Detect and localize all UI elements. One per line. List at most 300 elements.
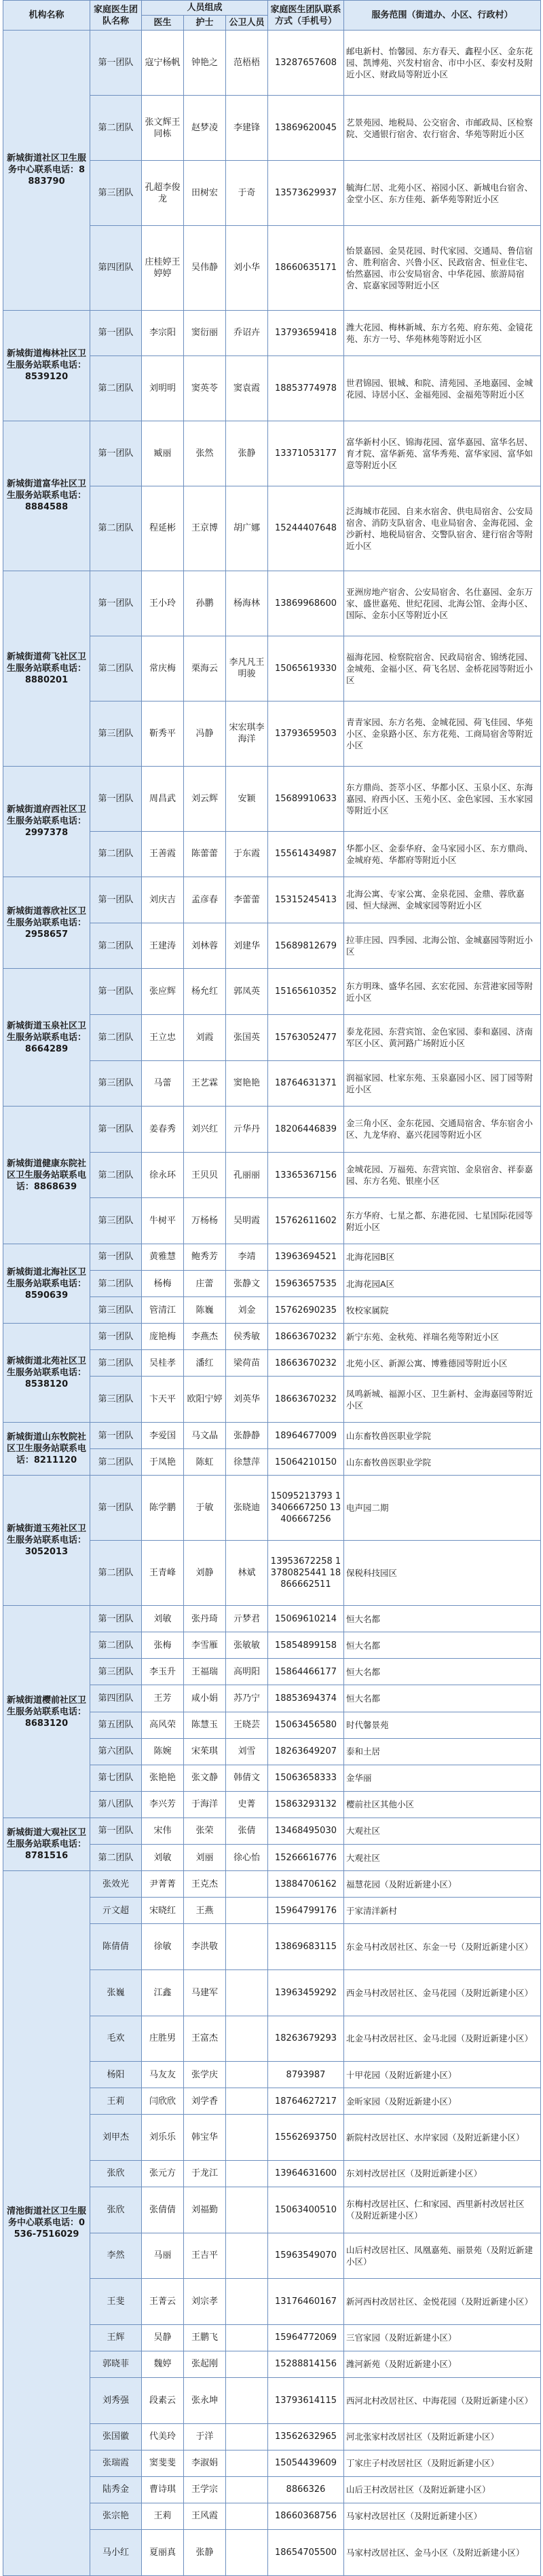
public-health-cell: 张敏敏 bbox=[226, 1632, 268, 1659]
public-health-cell: 张倩 bbox=[226, 1818, 268, 1844]
service-area-cell: 马家村改居社区（及附近新建小区） bbox=[344, 2503, 541, 2529]
service-area-cell: 福海花园、检察院宿舍、民政局宿舍、锦绣花园、金城苑、金福小区、荷飞名居、金桥花园等附近小区 bbox=[344, 636, 541, 701]
public-health-cell: 高明阳 bbox=[226, 1659, 268, 1685]
nurse-cell: 孙鹏 bbox=[184, 571, 226, 636]
table-row bbox=[3, 1818, 541, 1844]
table-row bbox=[3, 1423, 541, 1449]
public-health-cell bbox=[226, 2115, 268, 2161]
org-name-cell: 清池街道社区卫生服务中心联系电话：0536-7516029 bbox=[3, 1871, 90, 2575]
doctor-cell: 宋晓红 bbox=[142, 1898, 184, 1924]
phone-cell: 13793659503 bbox=[268, 701, 344, 766]
header-public-health: 公卫人员 bbox=[226, 16, 268, 31]
phone-cell: 13869968600 bbox=[268, 571, 344, 636]
doctor-cell: 寇宁杨帆 bbox=[142, 31, 184, 96]
nurse-cell: 刘静 bbox=[184, 1541, 226, 1606]
phone-cell: 15963657535 bbox=[268, 1271, 344, 1297]
public-health-cell bbox=[226, 2351, 268, 2377]
team-name-cell: 第一团队 bbox=[90, 766, 142, 831]
org-name-cell: 新城街道荷飞社区卫生服务站联系电话：8880201 bbox=[3, 571, 90, 766]
team-name-cell: 第二团队 bbox=[90, 1014, 142, 1060]
org-name-cell: 新城街道樱前社区卫生服务站联系电话：8683120 bbox=[3, 1606, 90, 1818]
nurse-cell: 马建军 bbox=[184, 1969, 226, 2016]
nurse-cell: 刘林蓉 bbox=[184, 923, 226, 969]
service-area-cell: 于家清洋新村 bbox=[344, 1898, 541, 1924]
service-area-cell: 山东畜牧兽医职业学院 bbox=[344, 1449, 541, 1476]
service-area-cell: 艺景苑园、地税局、公交宿舍、市邮政局、区检察院、交通银行宿舍、农行宿舍、华苑等附近小区 bbox=[344, 96, 541, 161]
doctor-cell: 夏丽真 bbox=[142, 2529, 184, 2575]
team-name-cell: 第二团队 bbox=[90, 356, 142, 421]
nurse-cell: 张永坤 bbox=[184, 2377, 226, 2423]
org-name-cell: 新城街道玉泉社区卫生服务站联系电话：8664289 bbox=[3, 969, 90, 1107]
team-name-cell: 第二团队 bbox=[90, 1845, 142, 1871]
nurse-cell: 万杨杨 bbox=[184, 1198, 226, 1244]
public-health-cell bbox=[226, 2423, 268, 2450]
service-area-cell: 十甲花园（及附近新建小区） bbox=[344, 2062, 541, 2088]
service-area-cell: 山后王村改居社区（及附近新建小区） bbox=[344, 2476, 541, 2503]
team-name-cell: 第一团队 bbox=[90, 1244, 142, 1270]
nurse-cell: 吴伟静 bbox=[184, 226, 226, 311]
doctor-cell: 黄雅慧 bbox=[142, 1244, 184, 1270]
service-area-cell: 东刘村改居社区（及附近新建小区） bbox=[344, 2160, 541, 2187]
public-health-cell bbox=[226, 2450, 268, 2476]
team-name-cell: 第一团队 bbox=[90, 1423, 142, 1449]
service-area-cell: 北海花园A区 bbox=[344, 1271, 541, 1297]
team-name-cell: 杨阳 bbox=[90, 2062, 142, 2088]
org-name-cell: 新城街道玉苑社区卫生服务站联系电话：3052013 bbox=[3, 1476, 90, 1606]
public-health-cell bbox=[226, 2160, 268, 2187]
nurse-cell: 刘学香 bbox=[184, 2088, 226, 2115]
org-name-cell: 新城街道北苑社区卫生服务站联系电话：8538120 bbox=[3, 1324, 90, 1423]
public-health-cell: 韩倩文 bbox=[226, 1765, 268, 1791]
nurse-cell: 王风霞 bbox=[184, 2503, 226, 2529]
nurse-cell: 张学庆 bbox=[184, 2062, 226, 2088]
service-area-cell: 泛海城市花园、自来水宿舍、供电局宿舍、公安局宿舍、消防支队宿舍、电业局宿舍、金海花园、金沙新村、地税局宿舍、交警队宿舍、建行宿舍等附近小区 bbox=[344, 486, 541, 571]
nurse-cell: 栗海云 bbox=[184, 636, 226, 701]
public-health-cell: 乔诏卉 bbox=[226, 310, 268, 356]
header-phone: 家庭医生团队联系方式（手机号） bbox=[268, 1, 344, 31]
public-health-cell: 张晓迪 bbox=[226, 1476, 268, 1541]
service-area-cell: 北苑小区、新源公寓、博雅德园等附近小区 bbox=[344, 1350, 541, 1377]
service-area-cell: 樱前社区其他小区 bbox=[344, 1791, 541, 1818]
team-name-cell: 第一团队 bbox=[90, 31, 142, 96]
public-health-cell: 史菁 bbox=[226, 1791, 268, 1818]
phone-cell: 15244407648 bbox=[268, 486, 344, 571]
service-area-cell: 保税科技园区 bbox=[344, 1541, 541, 1606]
public-health-cell bbox=[226, 1898, 268, 1924]
nurse-cell: 王富杰 bbox=[184, 2016, 226, 2062]
nurse-cell: 于龙江 bbox=[184, 2160, 226, 2187]
phone-cell: 15069610214 bbox=[268, 1606, 344, 1632]
service-area-cell: 恒大名都 bbox=[344, 1659, 541, 1685]
team-name-cell: 亓文超 bbox=[90, 1898, 142, 1924]
phone-cell: 15854899158 bbox=[268, 1632, 344, 1659]
team-name-cell: 第三团队 bbox=[90, 1060, 142, 1107]
nurse-cell: 王学宗 bbox=[184, 2476, 226, 2503]
phone-cell: 15964799176 bbox=[268, 1898, 344, 1924]
phone-cell: 18660635171 bbox=[268, 226, 344, 311]
team-name-cell: 王莉 bbox=[90, 2088, 142, 2115]
phone-cell: 13869683115 bbox=[268, 1924, 344, 1970]
doctor-cell: 王芳 bbox=[142, 1685, 184, 1712]
phone-cell: 15562693750 bbox=[268, 2115, 344, 2161]
doctor-cell: 牛树平 bbox=[142, 1198, 184, 1244]
service-area-cell: 青青家园、东方名苑、金城花园、荷飞佳园、华苑小区、金泉路小区、东方花苑、工商局宿舍等附近小区 bbox=[344, 701, 541, 766]
public-health-cell: 孔丽丽 bbox=[226, 1152, 268, 1198]
service-area-cell: 东方明珠、盛华名园、玄宏花园、东营港家园等附近小区 bbox=[344, 969, 541, 1015]
phone-cell: 13562632965 bbox=[268, 2423, 344, 2450]
public-health-cell: 窦袁霞 bbox=[226, 356, 268, 421]
table-row bbox=[3, 1107, 541, 1153]
doctor-cell: 王善霞 bbox=[142, 831, 184, 877]
doctor-cell: 江鑫 bbox=[142, 1969, 184, 2016]
header-service: 服务范围（街道办、小区、行政村） bbox=[344, 1, 541, 31]
nurse-cell: 刘兴红 bbox=[184, 1107, 226, 1153]
phone-cell: 8793987 bbox=[268, 2062, 344, 2088]
phone-cell: 15288814156 bbox=[268, 2351, 344, 2377]
nurse-cell: 李雪雁 bbox=[184, 1632, 226, 1659]
doctor-cell: 陈婉 bbox=[142, 1738, 184, 1765]
service-area-cell: 西金马村改居社区、金马花园（及附近新建小区） bbox=[344, 1969, 541, 2016]
phone-cell: 15864466177 bbox=[268, 1659, 344, 1685]
doctor-cell: 徐永环 bbox=[142, 1152, 184, 1198]
public-health-cell bbox=[226, 1969, 268, 2016]
org-name-cell: 新城街道梅林社区卫生服务站联系电话：8539120 bbox=[3, 310, 90, 421]
table-row bbox=[3, 1476, 541, 1541]
table-row bbox=[3, 1871, 541, 1898]
team-name-cell: 张欣 bbox=[90, 2160, 142, 2187]
public-health-cell: 刘雪 bbox=[226, 1738, 268, 1765]
phone-cell: 15963549070 bbox=[268, 2233, 344, 2279]
table-row bbox=[3, 421, 541, 486]
service-area-cell: 三官家园（及附近新建小区） bbox=[344, 2324, 541, 2351]
phone-cell: 15065619330 bbox=[268, 636, 344, 701]
team-name-cell: 第二团队 bbox=[90, 1541, 142, 1606]
service-area-cell: 东金马村改居社区、东金一号（及附近新建小区） bbox=[344, 1924, 541, 1970]
service-area-cell: 电声园二期 bbox=[344, 1476, 541, 1541]
phone-cell: 13176460167 bbox=[268, 2279, 344, 2325]
doctor-cell: 刘明明 bbox=[142, 356, 184, 421]
public-health-cell bbox=[226, 1871, 268, 1898]
public-health-cell: 苏乃宁 bbox=[226, 1685, 268, 1712]
doctor-cell: 王菁云 bbox=[142, 2279, 184, 2325]
nurse-cell: 李燕杰 bbox=[184, 1324, 226, 1350]
nurse-cell: 刘霞 bbox=[184, 1014, 226, 1060]
service-area-cell: 新河西村改居社区、金悦花园（及附近新建小区） bbox=[344, 2279, 541, 2325]
phone-cell: 15561434987 bbox=[268, 831, 344, 877]
team-name-cell: 第一团队 bbox=[90, 969, 142, 1015]
service-area-cell: 金昕家园（及附近新建小区） bbox=[344, 2088, 541, 2115]
service-area-cell: 凤鸣新城、福源小区、卫生新村、金海嘉园等附近小区 bbox=[344, 1377, 541, 1423]
nurse-cell: 王艺霖 bbox=[184, 1060, 226, 1107]
public-health-cell: 刘建华 bbox=[226, 923, 268, 969]
phone-cell: 18654705500 bbox=[268, 2529, 344, 2575]
service-area-cell: 泰和土居 bbox=[344, 1738, 541, 1765]
table-row bbox=[3, 1244, 541, 1270]
service-area-cell: 北海花园B区 bbox=[344, 1244, 541, 1270]
header-doctor: 医生 bbox=[142, 16, 184, 31]
nurse-cell: 潘红 bbox=[184, 1350, 226, 1377]
doctor-cell: 杨梅 bbox=[142, 1271, 184, 1297]
phone-cell: 13287657608 bbox=[268, 31, 344, 96]
public-health-cell bbox=[226, 2062, 268, 2088]
doctor-cell: 卞天平 bbox=[142, 1377, 184, 1423]
team-name-cell: 王斐 bbox=[90, 2279, 142, 2325]
nurse-cell: 张然 bbox=[184, 421, 226, 486]
public-health-cell bbox=[226, 2187, 268, 2233]
service-area-cell: 西河北村改居社区、中海花园（及附近新建小区） bbox=[344, 2377, 541, 2423]
nurse-cell: 刘宗孝 bbox=[184, 2279, 226, 2325]
public-health-cell: 李靖 bbox=[226, 1244, 268, 1270]
public-health-cell: 徐心怡 bbox=[226, 1845, 268, 1871]
service-area-cell: 北海公寓、专家公寓、金泉花园、金鼎、蓉欣嘉园、恒大绿洲、金城家园等附近小区 bbox=[344, 877, 541, 923]
service-area-cell: 拉菲庄园、四季园、北海公馆、金城嘉园等附近小区 bbox=[344, 923, 541, 969]
doctor-cell: 魏婷 bbox=[142, 2351, 184, 2377]
team-name-cell: 第八团队 bbox=[90, 1791, 142, 1818]
nurse-cell: 王京博 bbox=[184, 486, 226, 571]
doctor-cell: 徐敏 bbox=[142, 1924, 184, 1970]
nurse-cell: 张起刚 bbox=[184, 2351, 226, 2377]
doctor-cell: 李宗阳 bbox=[142, 310, 184, 356]
team-name-cell: 郭晓菲 bbox=[90, 2351, 142, 2377]
family-doctor-team-table bbox=[3, 0, 541, 2576]
public-health-cell: 刘金 bbox=[226, 1297, 268, 1324]
service-area-cell: 亚洲房地产宿舍、公安局宿舍、名仕嘉园、金东万家、盛世嘉苑、世纪花园、北海公馆、金海小区、国际、金东小区等附近小区 bbox=[344, 571, 541, 636]
phone-cell: 15063456580 bbox=[268, 1712, 344, 1738]
nurse-cell: 王克杰 bbox=[184, 1871, 226, 1898]
service-area-cell: 恒大名都 bbox=[344, 1632, 541, 1659]
public-health-cell: 刘小华 bbox=[226, 226, 268, 311]
public-health-cell: 刘英华 bbox=[226, 1377, 268, 1423]
table-row bbox=[3, 969, 541, 1015]
service-area-cell: 世君锦园、银城、和院、清苑园、圣地嘉园、金城花园、诗居小区、金福苑园、金福苑等附近小区 bbox=[344, 356, 541, 421]
doctor-cell: 管清江 bbox=[142, 1297, 184, 1324]
header-members: 人员组成 bbox=[142, 1, 268, 16]
header-team: 家庭医生团队名称 bbox=[90, 1, 142, 31]
doctor-cell: 于凤艳 bbox=[142, 1449, 184, 1476]
public-health-cell: 张静 bbox=[226, 421, 268, 486]
public-health-cell: 郭凤英 bbox=[226, 969, 268, 1015]
service-area-cell: 新院村改居社区、水岸家园（及附近新建小区） bbox=[344, 2115, 541, 2161]
nurse-cell: 于洋 bbox=[184, 2423, 226, 2450]
nurse-cell: 王福瑞 bbox=[184, 1659, 226, 1685]
service-area-cell: 河北张家村改居社区（及附近新建小区） bbox=[344, 2423, 541, 2450]
public-health-cell: 杨海林 bbox=[226, 571, 268, 636]
phone-cell: 15762690235 bbox=[268, 1297, 344, 1324]
public-health-cell bbox=[226, 2016, 268, 2062]
doctor-cell: 刘敏 bbox=[142, 1606, 184, 1632]
team-name-cell: 刘甲杰 bbox=[90, 2115, 142, 2161]
team-name-cell: 张欣 bbox=[90, 2187, 142, 2233]
team-name-cell: 第一团队 bbox=[90, 1606, 142, 1632]
team-name-cell: 第一团队 bbox=[90, 1476, 142, 1541]
nurse-cell: 钟艳之 bbox=[184, 31, 226, 96]
org-name-cell: 新城街道北海社区卫生服务站联系电话：8590639 bbox=[3, 1244, 90, 1323]
public-health-cell: 张静文 bbox=[226, 1271, 268, 1297]
doctor-cell: 庄胜男 bbox=[142, 2016, 184, 2062]
phone-cell: 18263679293 bbox=[268, 2016, 344, 2062]
service-area-cell: 山后村改居社区、凤凰嘉苑、丽景苑（及附近新建小区） bbox=[344, 2233, 541, 2279]
team-name-cell: 马小红 bbox=[90, 2529, 142, 2575]
nurse-cell: 赵梦凌 bbox=[184, 96, 226, 161]
team-name-cell: 第四团队 bbox=[90, 1685, 142, 1712]
public-health-cell bbox=[226, 1924, 268, 1970]
public-health-cell: 张静静 bbox=[226, 1423, 268, 1449]
team-name-cell: 张宗艳 bbox=[90, 2503, 142, 2529]
public-health-cell: 徐慧萍 bbox=[226, 1449, 268, 1476]
team-name-cell: 陆秀金 bbox=[90, 2476, 142, 2503]
team-name-cell: 第七团队 bbox=[90, 1765, 142, 1791]
team-name-cell: 第二团队 bbox=[90, 1152, 142, 1198]
nurse-cell: 欧阳宁婷 bbox=[184, 1377, 226, 1423]
phone-cell: 15863293132 bbox=[268, 1791, 344, 1818]
public-health-cell bbox=[226, 2377, 268, 2423]
service-area-cell: 富华新村小区、锦海花园、富华嘉园、富华名居、育才院、富华新苑、富华秀苑、富华家园、富华如意等附近小区 bbox=[344, 421, 541, 486]
doctor-cell: 马蕾 bbox=[142, 1060, 184, 1107]
doctor-cell: 刘敏 bbox=[142, 1845, 184, 1871]
team-name-cell: 第三团队 bbox=[90, 1377, 142, 1423]
doctor-cell: 张应辉 bbox=[142, 969, 184, 1015]
team-name-cell: 第一团队 bbox=[90, 310, 142, 356]
nurse-cell: 陈蕾蕾 bbox=[184, 831, 226, 877]
nurse-cell: 窦衍丽 bbox=[184, 310, 226, 356]
nurse-cell: 张丹琦 bbox=[184, 1606, 226, 1632]
nurse-cell: 王吉平 bbox=[184, 2233, 226, 2279]
service-area-cell: 大观社区 bbox=[344, 1818, 541, 1844]
phone-cell: 15689910633 bbox=[268, 766, 344, 831]
phone-cell: 13371053177 bbox=[268, 421, 344, 486]
service-area-cell: 华都小区、金泰华府、金马家园小区、东方鼎尚、金城府苑、华都府等附近小区 bbox=[344, 831, 541, 877]
nurse-cell: 张荣 bbox=[184, 1818, 226, 1844]
public-health-cell: 李凡凡王明骏 bbox=[226, 636, 268, 701]
phone-cell: 15063400510 bbox=[268, 2187, 344, 2233]
doctor-cell: 孔超李俊龙 bbox=[142, 161, 184, 226]
team-name-cell: 第四团队 bbox=[90, 226, 142, 311]
doctor-cell: 王建涛 bbox=[142, 923, 184, 969]
service-area-cell: 恒大名都 bbox=[344, 1685, 541, 1712]
service-area-cell: 牧校家属院 bbox=[344, 1297, 541, 1324]
nurse-cell: 杨允红 bbox=[184, 969, 226, 1015]
team-name-cell: 张国徽 bbox=[90, 2423, 142, 2450]
org-name-cell: 新城街道府西社区卫生服务站联系电话：2997378 bbox=[3, 766, 90, 877]
team-name-cell: 第一团队 bbox=[90, 1107, 142, 1153]
phone-cell: 15095213793 13406667250 13406667256 bbox=[268, 1476, 344, 1541]
nurse-cell: 王贝贝 bbox=[184, 1152, 226, 1198]
team-name-cell: 第二团队 bbox=[90, 1449, 142, 1476]
table-row bbox=[3, 1606, 541, 1632]
public-health-cell: 胡广娜 bbox=[226, 486, 268, 571]
phone-cell: 13964631600 bbox=[268, 2160, 344, 2187]
public-health-cell: 范梧梧 bbox=[226, 31, 268, 96]
doctor-cell: 尹菁菁 bbox=[142, 1871, 184, 1898]
doctor-cell: 王立忠 bbox=[142, 1014, 184, 1060]
table-row bbox=[3, 31, 541, 96]
phone-cell: 13793659418 bbox=[268, 310, 344, 356]
service-area-cell: 毓海仁居、北苑小区、裕园小区、新城电台宿舍、金堂小区、东方佳苑、新华苑等附近小区 bbox=[344, 161, 541, 226]
team-name-cell: 第三团队 bbox=[90, 161, 142, 226]
doctor-cell: 曹诗琪 bbox=[142, 2476, 184, 2503]
team-name-cell: 第三团队 bbox=[90, 701, 142, 766]
service-area-cell: 泰龙花园、东营宾馆、金色家园、泰和嘉园、济南军区小区、黄河路广场附近小区 bbox=[344, 1014, 541, 1060]
phone-cell: 15064210150 bbox=[268, 1449, 344, 1476]
doctor-cell: 张梅 bbox=[142, 1632, 184, 1659]
public-health-cell: 林斌 bbox=[226, 1541, 268, 1606]
doctor-cell: 张艳艳 bbox=[142, 1765, 184, 1791]
service-area-cell: 金三角小区、金东花园、交通局宿舍、华东宿舍小区、九龙华府、嘉兴花园等附近小区 bbox=[344, 1107, 541, 1153]
team-name-cell: 第二团队 bbox=[90, 1271, 142, 1297]
public-health-cell: 吴明霞 bbox=[226, 1198, 268, 1244]
service-area-cell: 时代馨景苑 bbox=[344, 1712, 541, 1738]
doctor-cell: 王莉 bbox=[142, 2503, 184, 2529]
nurse-cell: 刘福勤 bbox=[184, 2187, 226, 2233]
doctor-cell: 常庆梅 bbox=[142, 636, 184, 701]
phone-cell: 18206446839 bbox=[268, 1107, 344, 1153]
service-area-cell: 北金马村改居社区、金马北园（及附近新建小区） bbox=[344, 2016, 541, 2062]
phone-cell: 18964677009 bbox=[268, 1423, 344, 1449]
header-nurse: 护士 bbox=[184, 16, 226, 31]
public-health-cell bbox=[226, 2476, 268, 2503]
public-health-cell: 宋宏琪李海洋 bbox=[226, 701, 268, 766]
nurse-cell: 庄蕾 bbox=[184, 1271, 226, 1297]
org-name-cell: 新城街道富华社区卫生服务站联系电话：8884588 bbox=[3, 421, 90, 571]
public-health-cell bbox=[226, 2503, 268, 2529]
service-area-cell: 马家村改居社区、金马小区（及附近新建小区） bbox=[344, 2529, 541, 2575]
phone-cell: 13869620045 bbox=[268, 96, 344, 161]
doctor-cell: 李爱国 bbox=[142, 1423, 184, 1449]
service-area-cell: 怡景嘉园、金昊花园、时代家园、交通局、鲁信宿舍、胜利宿舍、兴鲁小区、民政宿舍、恒业住宅、怡然嘉园、市公安局宿舍、中华花园、旅游局宿舍、宸嘉家园等附近小区 bbox=[344, 226, 541, 311]
doctor-cell: 李兴芳 bbox=[142, 1791, 184, 1818]
service-area-cell: 东方鼎尚、荟萃小区、华都小区、玉泉小区、东海嘉园、府西小区、玉苑小区、金色家园、玉水家园等附近小区 bbox=[344, 766, 541, 831]
team-name-cell: 第二团队 bbox=[90, 1350, 142, 1377]
doctor-cell: 马友友 bbox=[142, 2062, 184, 2088]
phone-cell: 15063658333 bbox=[268, 1765, 344, 1791]
team-name-cell: 第二团队 bbox=[90, 486, 142, 571]
org-name-cell: 新城街道大观社区卫生服务站联系电话：8781516 bbox=[3, 1818, 90, 1870]
doctor-cell: 周昌武 bbox=[142, 766, 184, 831]
public-health-cell: 亓华丹 bbox=[226, 1107, 268, 1153]
service-area-cell: 邮电新村、怡馨园、东方春天、鑫程小区、金东花园、凯博苑、兴发村宿舍、市中小区、泰安村及附近小区、财政局等附近小区 bbox=[344, 31, 541, 96]
phone-cell: 18263649207 bbox=[268, 1738, 344, 1765]
doctor-cell: 张文辉王同栋 bbox=[142, 96, 184, 161]
table-row bbox=[3, 310, 541, 356]
team-name-cell: 第一团队 bbox=[90, 1324, 142, 1350]
public-health-cell bbox=[226, 2324, 268, 2351]
service-area-cell: 金华丽 bbox=[344, 1765, 541, 1791]
nurse-cell: 田树宏 bbox=[184, 161, 226, 226]
public-health-cell bbox=[226, 2279, 268, 2325]
public-health-cell bbox=[226, 2233, 268, 2279]
service-area-cell: 新宁东苑、金秋苑、祥瑞名苑等附近小区 bbox=[344, 1324, 541, 1350]
team-name-cell: 第二团队 bbox=[90, 96, 142, 161]
service-area-cell: 丁家庄子村改居社区（及附近新建小区） bbox=[344, 2450, 541, 2476]
public-health-cell: 王晓芸 bbox=[226, 1712, 268, 1738]
phone-cell: 15165610352 bbox=[268, 969, 344, 1015]
team-name-cell: 第二团队 bbox=[90, 923, 142, 969]
team-name-cell: 张瑞霞 bbox=[90, 2450, 142, 2476]
nurse-cell: 窦英苓 bbox=[184, 356, 226, 421]
public-health-cell: 于奇 bbox=[226, 161, 268, 226]
nurse-cell: 马文晶 bbox=[184, 1423, 226, 1449]
doctor-cell: 靳秀平 bbox=[142, 701, 184, 766]
public-health-cell: 于东霞 bbox=[226, 831, 268, 877]
table-row bbox=[3, 766, 541, 831]
phone-cell: 15689812679 bbox=[268, 923, 344, 969]
doctor-cell: 王青峰 bbox=[142, 1541, 184, 1606]
nurse-cell: 陈巍 bbox=[184, 1297, 226, 1324]
team-name-cell: 第二团队 bbox=[90, 831, 142, 877]
doctor-cell: 吴静 bbox=[142, 2324, 184, 2351]
doctor-cell: 窦斐斐 bbox=[142, 2450, 184, 2476]
service-area-cell: 金城花园、万福苑、东营宾馆、金泉宿舍、祥泰嘉园、东方名苑、银座小区 bbox=[344, 1152, 541, 1198]
